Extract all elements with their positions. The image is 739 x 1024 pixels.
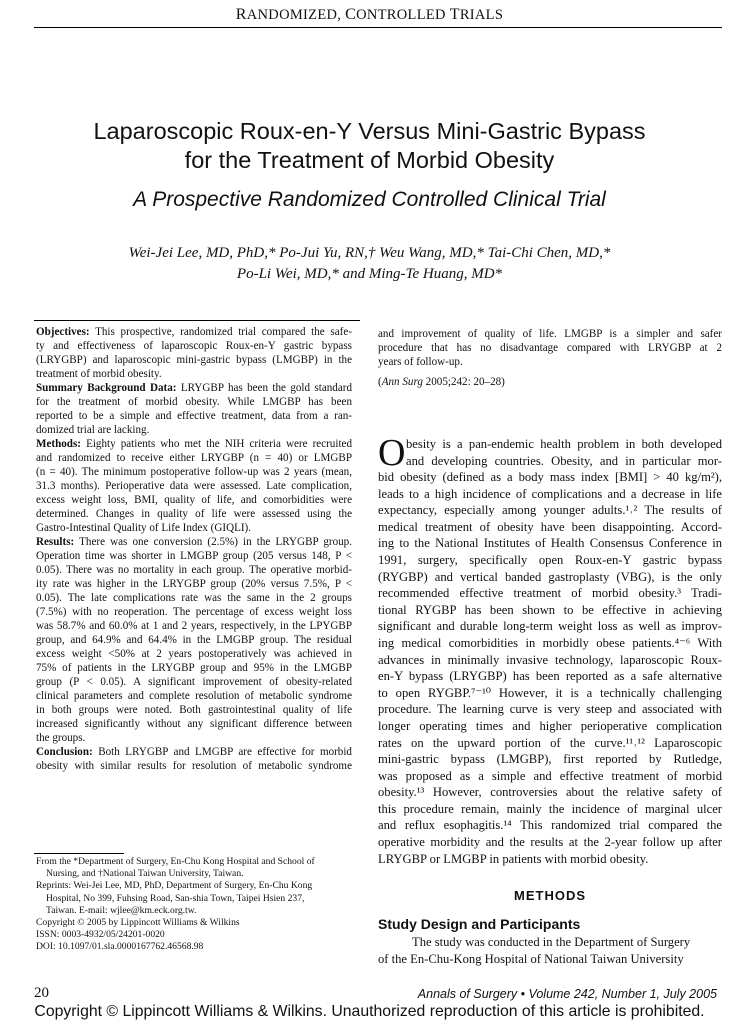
body-line: of the En-Chu-Kong Hospital of National Taiwan University [378, 951, 684, 966]
body-line: ing to the National Institutes of Health Consensus Conference in [378, 536, 722, 551]
abstract-line: Methods: Eighty patients who met the NIH criteria were recruited [36, 438, 352, 450]
abstract-line: for the treatment of morbid obesity. While LMGBP has been [36, 396, 352, 408]
body-line: bid obesity (defined as a body mass index [BMI] > 40 kg/m²), [378, 470, 722, 484]
abstract-line: 75% of patients in the LRYGBP group and 95% in the LMGBP [36, 662, 352, 674]
article-subtitle: A Prospective Randomized Controlled Clinical Trial [133, 188, 606, 211]
abstract-line: and randomized to receive either LRYGBP (n = 40) or LMGBP [36, 452, 352, 464]
copyright-banner: Copyright © Lippincott Williams & Wilkins. Unauthorized reproduction of this article is prohibited. [34, 1003, 705, 1020]
body-line: operative morbidity and the results at the 2-year follow up after [378, 835, 722, 850]
results-label: Results: [36, 536, 75, 548]
body-line: recommended effective treatment of morbid obesity.³ Tradi- [378, 586, 722, 601]
authors-line-1: Wei-Jei Lee, MD, PhD,* Po-Jui Yu, RN,† Weu Wang, MD,* Tai-Chi Chen, MD,* [128, 245, 611, 261]
body-line: tional RYGBP has been shown to be effective in achieving [378, 602, 722, 617]
citation: (Ann Surg 2005;242: 20–28) [378, 376, 505, 388]
body-line: advances in minimally invasive technology, laparoscopic Roux- [378, 652, 722, 667]
abstract-line: treatment of morbid obesity. [36, 368, 162, 380]
abstract-line: (LRYGBP) and laparoscopic mini-gastric bypass (LMGBP) in the [36, 354, 352, 366]
body-line: and developing countries. Obesity, and in particular mor- [406, 453, 722, 468]
abstract-line: excess weight <50% at 2 years postoperatively was achieved in [36, 648, 352, 660]
article-title-line-2: for the Treatment of Morbid Obesity [184, 147, 555, 173]
body-line: procedure. The learning curve is very steep and associated with [378, 702, 722, 717]
page-number: 20 [34, 985, 49, 1001]
abstract-line: in both groups were noted. Both gastrointestinal quality of life [36, 704, 352, 716]
affiliation-line: Copyright © 2005 by Lippincott Williams & Wilkins [36, 917, 240, 929]
background-label: Summary Background Data: [36, 382, 177, 394]
body-line: expectancy, especially among younger adults.¹˒² The results of [378, 503, 722, 518]
body-line: significant and durable long-term weight loss as well as improv- [378, 619, 722, 634]
body-line: this procedure remain, mainly the incidence of marginal ulcer [378, 801, 722, 816]
running-head: RANDOMIZED, CONTROLLED TRIALS [235, 6, 504, 23]
affiliation-line: Nursing, and †National Taiwan University, Taiwan. [46, 868, 244, 880]
methods-body [378, 934, 722, 967]
affiliation-rule [34, 853, 124, 854]
body-line: LRYGBP or LMGBP in patients with morbid obesity. [378, 851, 649, 866]
body-line: leads to a high incidence of complications and a decrease in life [378, 486, 722, 501]
section-heading-methods: METHODS [514, 888, 586, 903]
abstract-rule [34, 320, 360, 321]
header-rule [34, 27, 722, 28]
affiliations [36, 856, 352, 954]
affiliation-line: Reprints: Wei-Jei Lee, MD, PhD, Department of Surgery, En-Chu Kong [36, 880, 313, 892]
drop-cap: O [378, 432, 406, 474]
abstract-line: domized trial are lacking. [36, 424, 150, 436]
body-line: was proposed as a simple and effective treatment of morbid [378, 768, 722, 783]
abstract-line: (7.5%) with no reoperation. The percentage of excess weight loss [36, 606, 352, 618]
abstract-line: increased significantly without any significant difference between [36, 718, 352, 730]
body-line: (RYGBP) and vertical banded gastroplasty (VBG), is the only [378, 569, 722, 584]
abstract-line: group (P < 0.05). A significant improvement of obesity-related [36, 676, 352, 688]
abstract-continued [378, 327, 722, 389]
affiliation-line: ISSN: 0003-4932/05/24201-0020 [36, 929, 165, 941]
subsection-heading-study-design: Study Design and Participants [378, 916, 581, 932]
journal-footer: Annals of Surgery • Volume 242, Number 1, July 2005 [417, 987, 717, 1001]
abstract-line: determined. Changes in quality of life were assessed using the [36, 508, 352, 520]
abstract-line: 31.3 months). Perioperative data were assessed. Late complication, [36, 480, 352, 492]
affiliation-line: Taiwan. E-mail: wjlee@km.eck.org.tw. [46, 904, 197, 916]
abstract-line: 0.05). There was no mortality in each group. The operative morbid- [36, 564, 352, 576]
abstract-line: clinical parameters and complete resolution of metabolic syndrome [36, 690, 352, 702]
body-line: and reflux esophagitis.¹⁴ This randomized trial compared the [378, 818, 722, 833]
abstract-line: Gastro-Intestinal Quality of Life Index (GIQLI). [36, 522, 252, 534]
body-line: ing medical comorbidities in morbidly obese patients.⁴⁻⁶ With [378, 635, 722, 650]
body-line: 1991, surgery, specifically open Roux-en-Y gastric bypass [378, 552, 722, 567]
body-line: The study was conducted in the Department of Surgery [412, 935, 691, 949]
abstract-line: Operation time was shorter in LMGBP group (205 versus 148, P < [36, 550, 352, 562]
body-line: longer operating times and higher perioperative complication [378, 718, 722, 733]
article-title-line-1: Laparoscopic Roux-en-Y Versus Mini-Gastric Bypass [93, 118, 646, 144]
objectives-label: Objectives: [36, 326, 90, 338]
conclusion-label: Conclusion: [36, 746, 93, 758]
abstract-line: and improvement of quality of life. LMGBP is a simpler and safer [378, 328, 722, 340]
abstract-line: was 58.7% and 60.0% at 1 and 2 years, respectively, in the LPYGBP [36, 620, 352, 632]
affiliation-line: From the *Department of Surgery, En-Chu Kong Hospital and School of [36, 856, 315, 867]
abstract-line: obesity with similar results for resolution of metabolic syndrome [36, 760, 352, 772]
abstract-line: Objectives: This prospective, randomized trial compared the safe- [36, 326, 352, 338]
authors-line-2: Po-Li Wei, MD,* and Ming-Te Huang, MD* [236, 266, 503, 282]
affiliation-line: Hospital, No 399, Fuhsing Road, San-shia Town, Taipei Hsien 237, [46, 892, 305, 904]
body-line: mini-gastric bypass (LMGBP), first reported by Rutledge, [378, 752, 722, 767]
abstract-line: excess weight loss, BMI, quality of life, and comorbidities were [36, 494, 352, 506]
body-line: rates on the upward portion of the curve.¹¹˒¹² Laparoscopic [378, 735, 722, 750]
abstract-line: ity rate was higher in the LRYGBP group (20% versus 7.5%, P < [36, 578, 352, 590]
intro-body [378, 469, 722, 867]
abstract-line: group, and 64.9% and 64.4% in the LMGBP group. The residual [36, 634, 352, 646]
intro-first-lines [406, 436, 722, 469]
abstract-line: reported to be a simple and effective treatment, data from a ran- [36, 410, 352, 422]
abstract-line: 0.05). The late complications rate was the same in the 2 groups [36, 592, 352, 604]
body-line: besity is a pan-endemic health problem in both developed [406, 437, 722, 451]
abstract-line: ty and effectiveness of laparoscopic Roux-en-Y gastric bypass [36, 340, 352, 352]
body-line: to open RYGBP.⁷⁻¹⁰ However, it is a technically challenging [378, 685, 722, 700]
body-line: en-Y bypass (LRYGBP) has been reported as a safe alternative [378, 669, 722, 684]
abstract-line: procedure that has no disadvantage compared with LRYGBP at 2 [378, 342, 722, 354]
abstract-line: the groups. [36, 732, 86, 744]
methods-label: Methods: [36, 438, 81, 450]
abstract-line: years of follow-up. [378, 356, 463, 368]
affiliation-line: DOI: 10.1097/01.sla.0000167762.46568.98 [36, 941, 204, 953]
abstract-line: Summary Background Data: LRYGBP has been the gold standard [36, 382, 353, 394]
body-line: medical treatment of obesity have been disappointing. Accord- [378, 519, 722, 534]
abstract-line: Conclusion: Both LRYGBP and LMGBP are effective for morbid [36, 746, 352, 758]
abstract-line: Results: There was one conversion (2.5%) in the LRYGBP group. [36, 536, 352, 548]
abstract [36, 325, 352, 773]
abstract-line: (n = 40). The minimum postoperative follow-up was 2 years (mean, [36, 466, 352, 478]
body-line: obesity.¹³ However, controversies about the relative safety of [378, 785, 722, 800]
